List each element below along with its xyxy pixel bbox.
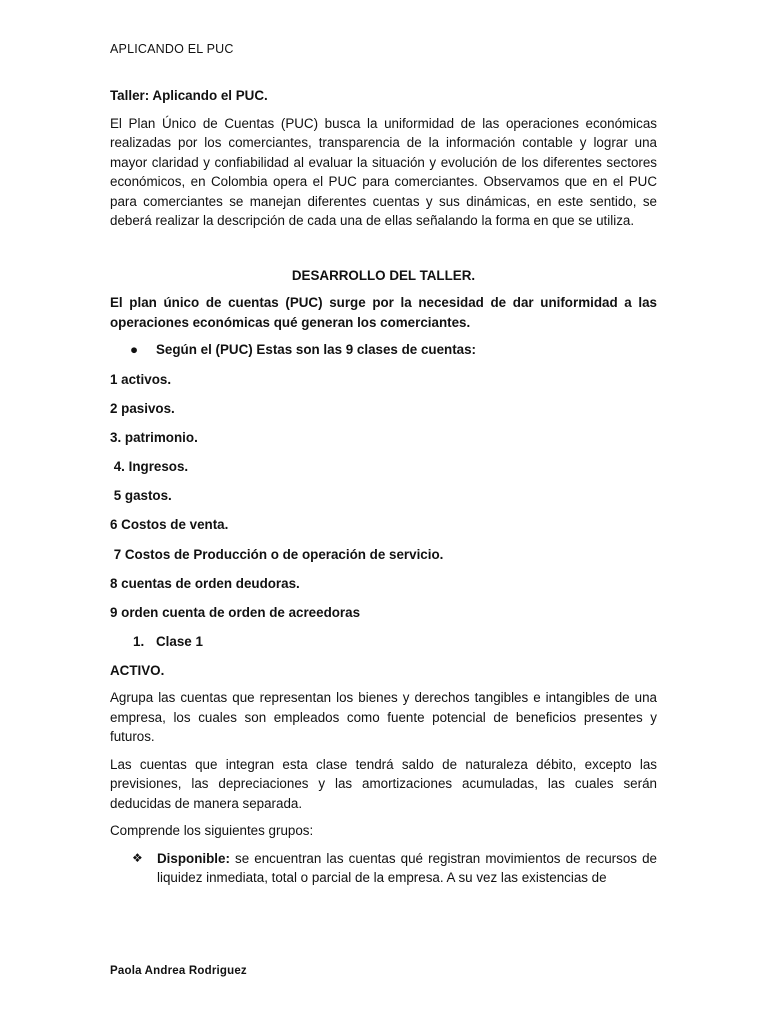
- disponible-label: Disponible:: [157, 850, 230, 866]
- classes-bullet: [110, 340, 657, 360]
- activo-title: ACTIVO.: [110, 662, 165, 678]
- class-item: 2 pasivos.: [110, 400, 175, 416]
- page-footer-author: Paola Andrea Rodriguez: [110, 965, 247, 977]
- class-item: 9 orden cuenta de orden de acreedoras: [110, 605, 361, 620]
- bullet-text: Según el (PUC) Estas son las 9 clases de cuentas:: [156, 342, 477, 357]
- class-item: 7 Costos de Producción o de operación de servicio.: [110, 546, 444, 562]
- numbered-text: Clase 1: [156, 634, 203, 650]
- section-title: DESARROLLO DEL TALLER.: [291, 267, 476, 283]
- class-item: 1 activos.: [110, 371, 172, 387]
- bullet-icon: ●: [130, 342, 139, 357]
- taller-title: Taller: Aplicando el PUC.: [110, 88, 268, 103]
- grupos-intro: Comprende los siguientes grupos:: [110, 823, 314, 839]
- numbered-item: [110, 632, 657, 652]
- disponible-item: [110, 849, 657, 888]
- diamond-bullet-icon: ❖: [132, 850, 143, 865]
- class-item: 5 gastos.: [110, 488, 172, 504]
- document-body: [110, 86, 657, 888]
- disponible-text: se encuentran las cuentas qué registran movimientos de recursos de liquidez inmediata, total o parcial de la empresa. A su vez las existencias de: [157, 850, 657, 886]
- intro-paragraph: El Plan Único de Cuentas (PUC) busca la uniformidad de las operaciones económicas realizadas por los comerciantes, transparencia de la información contable y lograr una mayor claridad y confiabilidad al evaluar la situación y evolución de los diferentes sectores económicos, en Colombia opera el PUC para comerciantes. Observamos que en el PUC para comerciantes se manejan diferentes cuentas y sus dinámicas, en este sentido, se deberá realizar la descripción de cada una de ellas señalando la forma en que se utiliza.: [110, 115, 657, 228]
- page-header: APLICANDO EL PUC: [110, 42, 234, 56]
- class-item: 6 Costos de venta.: [110, 517, 229, 533]
- activo-saldo: Las cuentas que integran esta clase tendrá saldo de naturaleza débito, excepto las previsiones, las depreciaciones y las amortizaciones acumuladas, las cuales serán deducidas de manera separada.: [110, 756, 657, 811]
- classes-list: [110, 370, 657, 623]
- section-intro: El plan único de cuentas (PUC) surge por la necesidad de dar uniformidad a las operaciones económicas qué generan los comerciantes.: [110, 295, 657, 330]
- class-item: 8 cuentas de orden deudoras.: [110, 575, 300, 591]
- number-label: 1.: [133, 634, 145, 650]
- activo-description: Agrupa las cuentas que representan los bienes y derechos tangibles e intangibles de una empresa, los cuales son empleados como fuente potencial de beneficios presentes y futuros.: [110, 690, 657, 745]
- class-item: 4. Ingresos.: [110, 459, 189, 475]
- class-item: 3. patrimonio.: [110, 429, 198, 445]
